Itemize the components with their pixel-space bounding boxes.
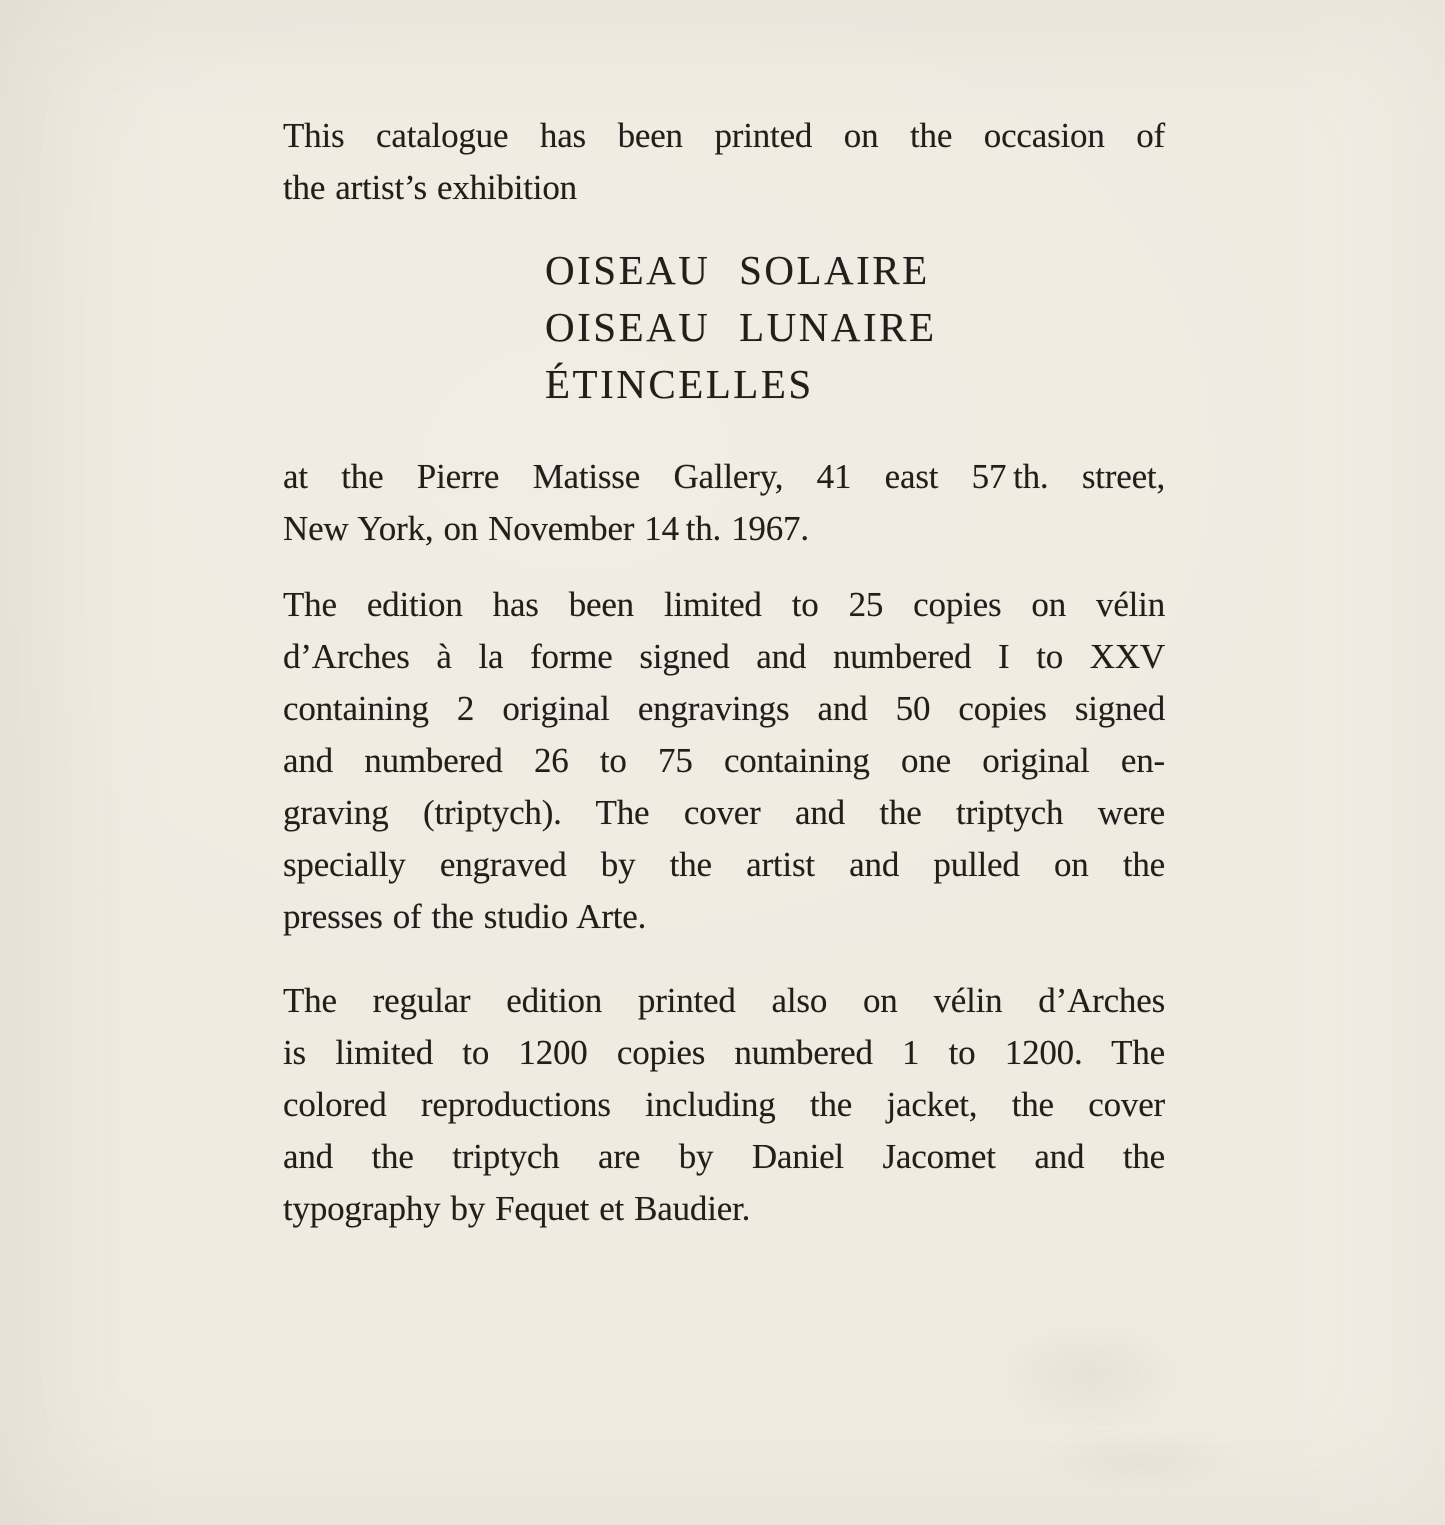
text-line: This catalogue has been printed on the occasion of: [283, 116, 1165, 155]
text-line: the artist’s exhibition: [283, 168, 577, 207]
exhibition-title-solaire: OISEAU SOLAIRE: [545, 247, 930, 293]
venue-paragraph: [283, 451, 1165, 555]
text-line: d’Arches à la forme signed and numbered I to XXV: [283, 637, 1165, 676]
exhibition-title-lunaire: OISEAU LUNAIRE: [545, 304, 937, 350]
limited-edition-paragraph: [283, 579, 1165, 943]
text-line: presses of the studio Arte.: [283, 897, 647, 936]
text-line: specially engraved by the artist and pulled on the: [283, 845, 1165, 884]
regular-edition-paragraph: [283, 975, 1165, 1235]
text-block: [283, 110, 1165, 1235]
text-line: New York, on November 14 th. 1967.: [283, 509, 809, 548]
text-line: graving (triptych). The cover and the triptych were: [283, 793, 1165, 832]
text-line: typography by Fequet et Baudier.: [283, 1189, 751, 1228]
text-line: containing 2 original engravings and 50 copies signed: [283, 689, 1165, 728]
text-line: The edition has been limited to 25 copies on vélin: [283, 585, 1165, 624]
text-line: and numbered 26 to 75 containing one original en-: [283, 741, 1165, 780]
exhibition-title-etincelles: ÉTINCELLES: [545, 361, 814, 407]
text-line: is limited to 1200 copies numbered 1 to 1200. The: [283, 1033, 1165, 1072]
text-line: and the triptych are by Daniel Jacomet and the: [283, 1137, 1165, 1176]
paper-show-through-mark: [1000, 1420, 1280, 1500]
paper-show-through-mark: [960, 1300, 1220, 1450]
text-line: colored reproductions including the jacket, the cover: [283, 1085, 1165, 1124]
exhibition-title-block: [545, 242, 1165, 413]
text-line: The regular edition printed also on vélin d’Arches: [283, 981, 1165, 1020]
text-line: at the Pierre Matisse Gallery, 41 east 57 th. street,: [283, 457, 1165, 496]
intro-paragraph: [283, 110, 1165, 214]
